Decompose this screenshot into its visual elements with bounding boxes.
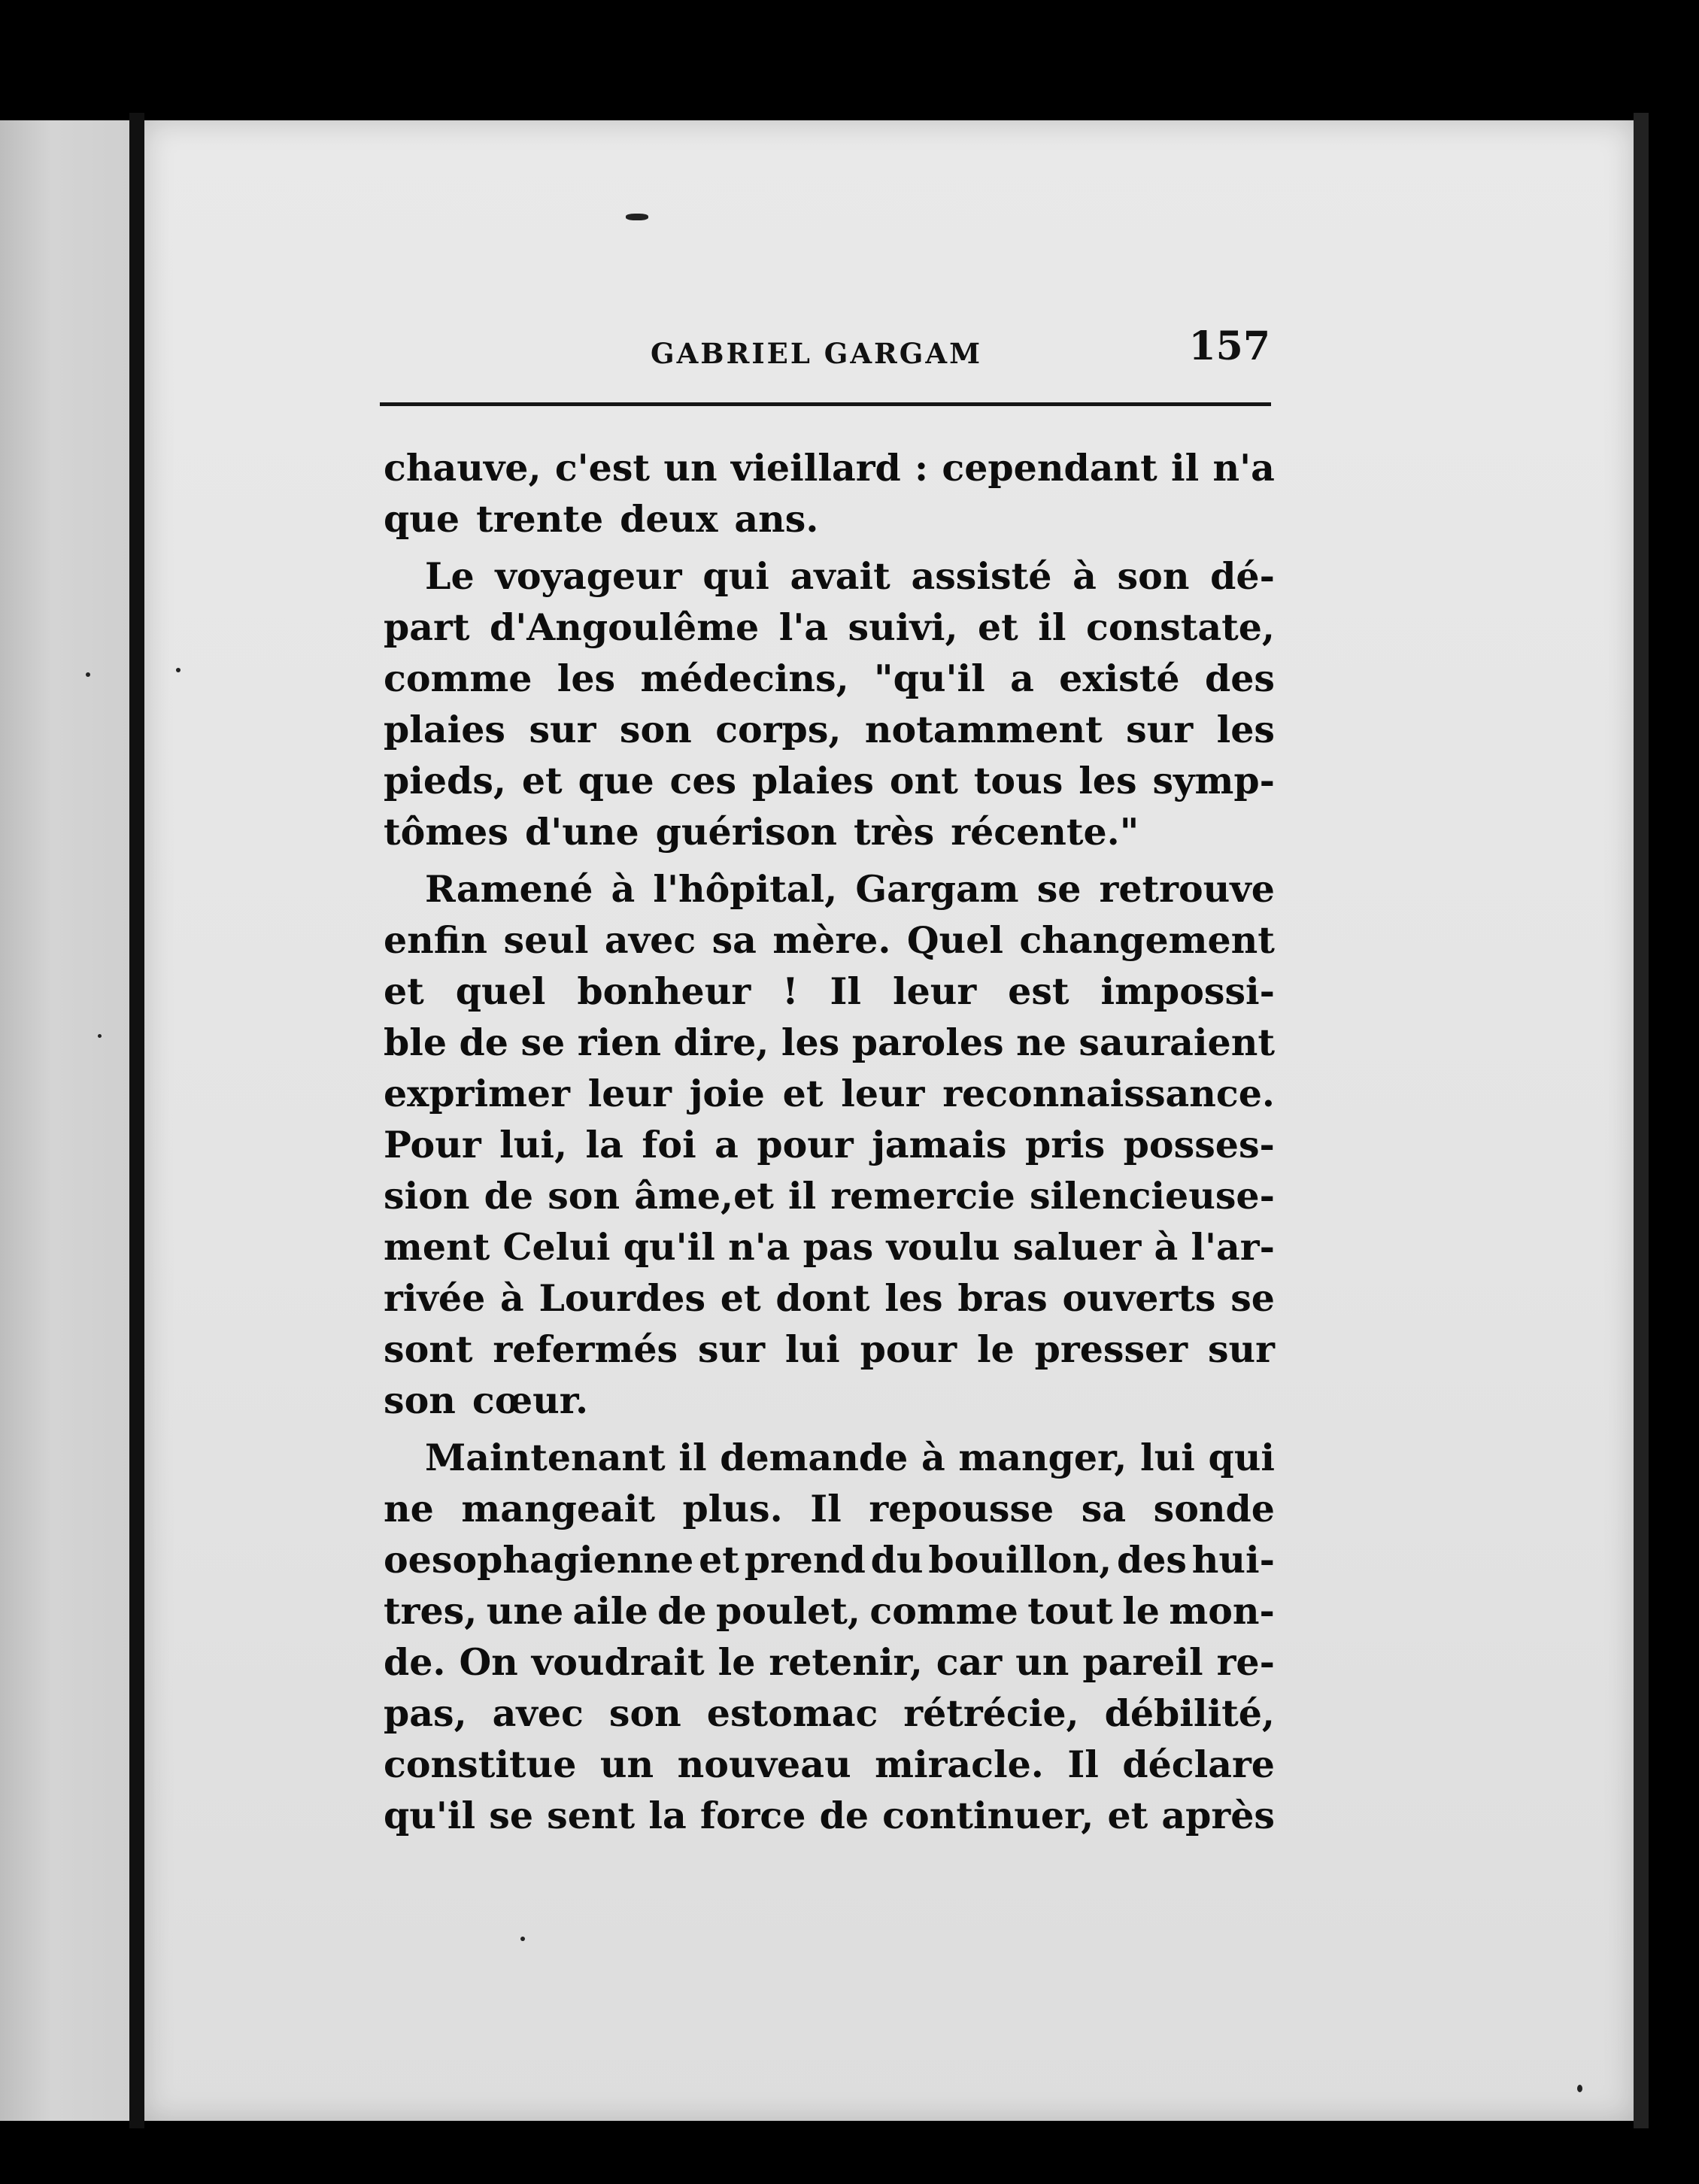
text-line: sion de son âme,et il remercie silencieuse- bbox=[384, 1174, 1275, 1218]
text-line: ment Celui qu'il n'a pas voulu saluer à l'ar- bbox=[384, 1225, 1275, 1269]
text-line: et quel bonheur ! Il leur est impossi- bbox=[384, 969, 1275, 1013]
text-line: ble de se rien dire, les paroles ne sauraient bbox=[384, 1021, 1275, 1064]
text-line: qu'il se sent la force de continuer, et après bbox=[384, 1794, 1275, 1837]
ink-speck bbox=[626, 214, 648, 220]
paragraph-gap bbox=[384, 1430, 1275, 1436]
text-line: oesophagienne et prend du bouillon, des hui- bbox=[384, 1538, 1275, 1582]
header-rule bbox=[380, 402, 1271, 406]
ink-speck bbox=[1577, 2085, 1582, 2092]
running-header bbox=[384, 308, 1275, 399]
paragraph bbox=[384, 1436, 1275, 1845]
text-line: plaies sur son corps, notamment sur les bbox=[384, 708, 1275, 751]
text-line: constitue un nouveau miracle. Il déclare bbox=[384, 1743, 1275, 1786]
paragraph-gap bbox=[384, 861, 1275, 867]
text-line: Ramené à l'hôpital, Gargam se retrouve bbox=[425, 867, 1275, 911]
page-number: 157 bbox=[1188, 323, 1270, 369]
ink-speck bbox=[98, 1034, 102, 1038]
text-line: comme les médecins, "qu'il a existé des bbox=[384, 657, 1275, 700]
body-text bbox=[384, 446, 1275, 1845]
text-line: de. On voudrait le retenir, car un pareil re- bbox=[384, 1640, 1275, 1684]
paragraph bbox=[384, 867, 1275, 1430]
text-line: enfin seul avec sa mère. Quel changement bbox=[384, 918, 1275, 962]
ink-speck bbox=[520, 1937, 525, 1941]
text-line: son cœur. bbox=[384, 1379, 589, 1422]
paragraph bbox=[384, 446, 1275, 548]
text-line: Maintenant il demande à manger, lui qui bbox=[425, 1436, 1275, 1479]
running-title: GABRIEL GARGAM bbox=[651, 337, 983, 370]
text-line: exprimer leur joie et leur reconnaissance. bbox=[384, 1072, 1275, 1115]
ink-speck bbox=[176, 668, 181, 672]
text-line: pas, avec son estomac rétrécie, débilité, bbox=[384, 1691, 1275, 1735]
text-line: tômes d'une guérison très récente." bbox=[384, 810, 1139, 854]
text-line: Le voyageur qui avait assisté à son dé- bbox=[425, 554, 1275, 598]
text-line: pieds, et que ces plaies ont tous les symp- bbox=[384, 759, 1275, 802]
paragraph bbox=[384, 554, 1275, 861]
page-right-edge bbox=[1634, 113, 1649, 2128]
text-line: sont refermés sur lui pour le presser sur bbox=[384, 1327, 1275, 1371]
text-line: part d'Angoulême l'a suivi, et il constate, bbox=[384, 605, 1275, 649]
paragraph-gap bbox=[384, 548, 1275, 554]
book-gutter bbox=[129, 113, 144, 2128]
text-line: Pour lui, la foi a pour jamais pris posses- bbox=[384, 1123, 1275, 1166]
text-line: rivée à Lourdes et dont les bras ouverts se bbox=[384, 1276, 1275, 1320]
ink-speck bbox=[86, 672, 90, 677]
text-line: chauve, c'est un vieillard : cependant il n'a bbox=[384, 446, 1275, 490]
previous-page-edge bbox=[0, 120, 129, 2121]
text-line: ne mangeait plus. Il repousse sa sonde bbox=[384, 1487, 1275, 1530]
text-line: tres, une aile de poulet, comme tout le mon- bbox=[384, 1589, 1275, 1633]
text-line: que trente deux ans. bbox=[384, 497, 819, 541]
